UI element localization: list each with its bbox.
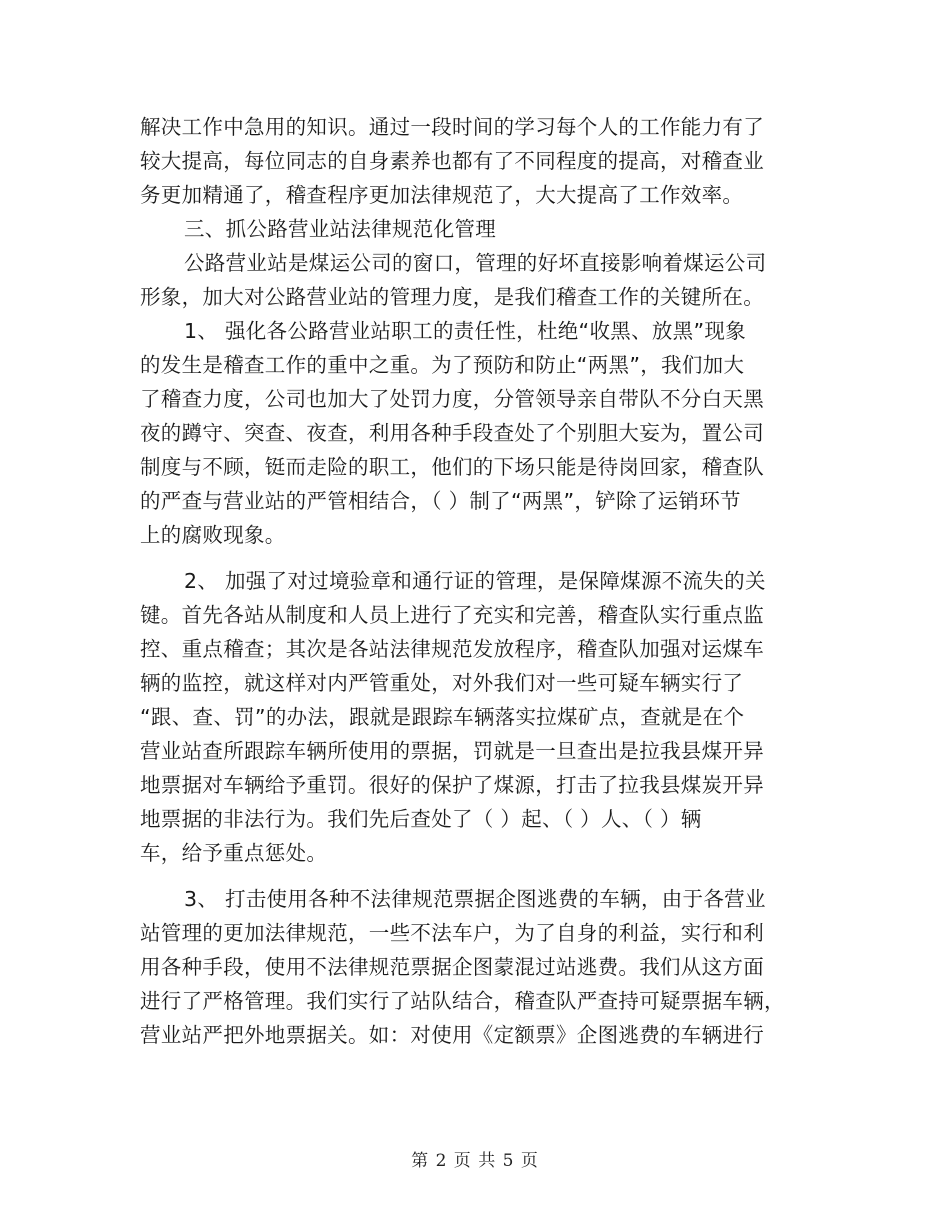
text-line: 控、重点稽查；其次是各站法律规范发放程序，稽查队加强对运煤车 bbox=[140, 637, 764, 661]
text-line: “跟、查、罚”的办法，跟就是跟踪车辆落实拉煤矿点，查就是在个 bbox=[140, 705, 745, 729]
text-line: 地票据的非法行为。我们先后查处了（ ）起、（ ）人、（ ）辆 bbox=[140, 807, 702, 831]
text-line: 地票据对车辆给予重罚。很好的保护了煤源，打击了拉我县煤炭开异 bbox=[140, 773, 764, 797]
text-line: 1、 强化各公路营业站职工的责任性，杜绝“收黑、放黑”现象 bbox=[184, 319, 746, 343]
document-body bbox=[140, 110, 810, 1052]
text-line: 解决工作中急用的知识。通过一段时间的学习每个人的工作能力有了 bbox=[140, 115, 764, 139]
text-line: 用各种手段，使用不法律规范票据企图蒙混过站逃费。我们从这方面 bbox=[140, 955, 764, 979]
text-line: 营业站严把外地票据关。如：对使用《定额票》企图逃费的车辆进行 bbox=[140, 1023, 764, 1047]
text-line: 了稽查力度，公司也加大了处罚力度，分管领导亲自带队不分白天黑 bbox=[140, 387, 764, 411]
section-heading: 三、抓公路营业站法律规范化管理 bbox=[184, 217, 496, 241]
text-line: 营业站查所跟踪车辆所使用的票据，罚就是一旦查出是拉我县煤开异 bbox=[140, 739, 764, 763]
text-line: 站管理的更加法律规范，一些不法车户，为了自身的利益，实行和利 bbox=[140, 921, 764, 945]
text-line: 制度与不顾，铤而走险的职工，他们的下场只能是待岗回家，稽查队 bbox=[140, 455, 764, 479]
text-line: 的发生是稽查工作的重中之重。为了预防和防止“两黑”，我们加大 bbox=[140, 353, 745, 377]
text-line: 夜的蹲守、突查、夜查，利用各种手段查处了个别胆大妄为，置公司 bbox=[140, 421, 764, 445]
page-number-footer: 第 2 页 共 5 页 bbox=[411, 1151, 539, 1171]
text-line: 键。首先各站从制度和人员上进行了充实和完善，稽查队实行重点监 bbox=[140, 603, 764, 627]
text-line: 的严查与营业站的严管相结合，（ ）制了“两黑”，铲除了运销环节 bbox=[140, 489, 741, 513]
text-line: 务更加精通了，稽查程序更加法律规范了，大大提高了工作效率。 bbox=[140, 183, 744, 207]
text-line: 形象，加大对公路营业站的管理力度，是我们稽查工作的关键所在。 bbox=[140, 285, 764, 309]
text-line: 进行了严格管理。我们实行了站队结合，稽查队严查持可疑票据车辆， bbox=[140, 989, 785, 1013]
text-line: 上的腐败现象。 bbox=[140, 523, 286, 547]
text-line: 辆的监控，就这样对内严管重处，对外我们对一些可疑车辆实行了 bbox=[140, 671, 744, 695]
text-line: 车，给予重点惩处。 bbox=[140, 841, 328, 865]
text-line: 较大提高，每位同志的自身素养也都有了不同程度的提高，对稽查业 bbox=[140, 149, 764, 173]
text-line: 公路营业站是煤运公司的窗口，管理的好坏直接影响着煤运公司 bbox=[184, 251, 767, 275]
text-line: 3、 打击使用各种不法律规范票据企图逃费的车辆，由于各营业 bbox=[184, 887, 766, 911]
text-line: 2、 加强了对过境验章和通行证的管理，是保障煤源不流失的关 bbox=[184, 569, 766, 593]
